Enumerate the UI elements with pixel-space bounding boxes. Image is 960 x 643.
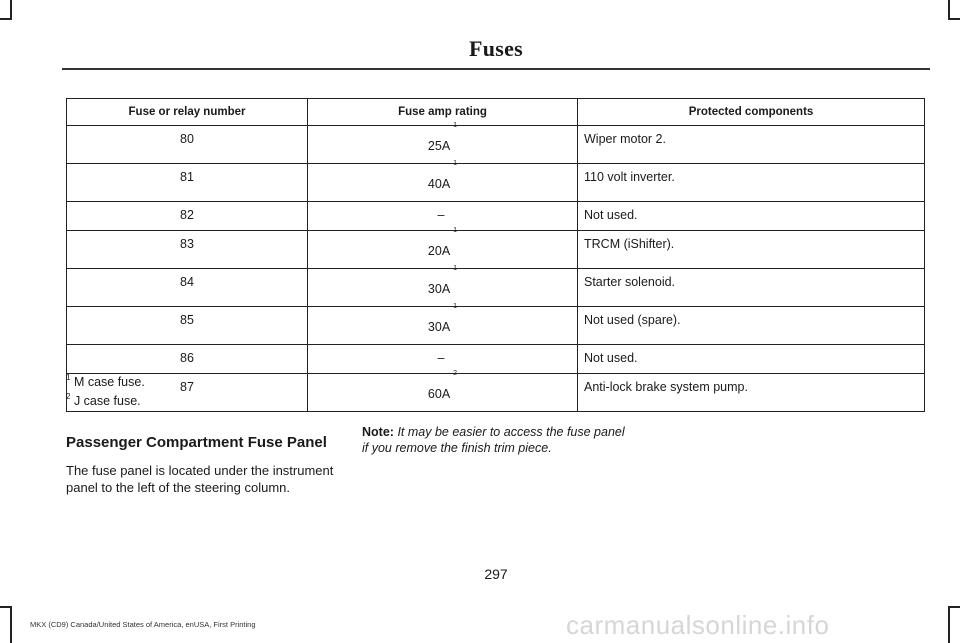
page-title: Fuses — [468, 36, 524, 61]
amp-rating-cell — [308, 160, 578, 202]
column-header-fuse-number: Fuse or relay number — [67, 99, 308, 126]
amp-rating: 30A — [427, 320, 451, 334]
protected-component: Wiper motor 2. — [578, 126, 925, 164]
table-row — [67, 374, 925, 412]
table-row — [67, 202, 925, 231]
amp-rating-cell — [308, 303, 578, 345]
amp-rating: 30A — [427, 282, 451, 296]
footnote-mark: 2 — [66, 392, 71, 401]
footnote-ref: 1 — [453, 160, 458, 167]
footnote-ref: 2 — [453, 370, 458, 377]
table-header-row — [67, 99, 925, 126]
amp-rating-cell — [308, 370, 578, 412]
title-divider — [62, 68, 930, 70]
crop-mark — [948, 18, 960, 20]
table-row — [67, 126, 925, 164]
crop-mark — [0, 606, 12, 608]
amp-rating: 20A — [427, 244, 451, 258]
fuse-number: 80 — [67, 126, 308, 164]
footnote-ref: 1 — [453, 303, 458, 310]
table-row — [67, 307, 925, 345]
amp-rating-cell — [308, 265, 578, 307]
footnote-text: J case fuse. — [73, 394, 141, 408]
amp-rating: 60A — [427, 387, 451, 401]
amp-rating-cell — [308, 227, 578, 269]
amp-rating: 25A — [427, 139, 451, 153]
note-text: It may be easier to access the fuse panel if you remove the finish trim piece. — [362, 425, 625, 455]
protected-component: Starter solenoid. — [578, 269, 925, 307]
page-number: 297 — [484, 566, 508, 582]
protected-component: Not used. — [578, 202, 925, 231]
column-header-amp-rating: Fuse amp rating — [308, 99, 578, 126]
protected-component: Not used (spare). — [578, 307, 925, 345]
fuse-number: 84 — [67, 269, 308, 307]
fuse-number: 82 — [67, 202, 308, 231]
table-row — [67, 164, 925, 202]
footnote — [66, 394, 141, 408]
table-row — [67, 231, 925, 269]
table-row — [67, 345, 925, 374]
watermark: carmanualsonline.info — [566, 610, 830, 640]
section-body-text: The fuse panel is located under the instrument panel to the left of the steering column. — [66, 463, 334, 495]
amp-rating: 40A — [427, 177, 451, 191]
footnote-ref: 1 — [453, 122, 458, 129]
crop-mark — [10, 606, 12, 643]
crop-mark — [10, 0, 12, 18]
footnote — [66, 375, 145, 389]
amp-rating-cell — [308, 122, 578, 164]
crop-mark — [948, 0, 950, 18]
section-heading: Passenger Compartment Fuse Panel — [66, 434, 327, 451]
footnote-text: M case fuse. — [73, 375, 145, 389]
amp-rating: – — [437, 208, 445, 222]
amp-rating-cell — [308, 345, 578, 374]
fuse-table — [66, 98, 925, 412]
amp-rating: – — [437, 351, 445, 365]
protected-component: 110 volt inverter. — [578, 164, 925, 202]
footnote-mark: 1 — [66, 373, 71, 382]
fuse-number: 85 — [67, 307, 308, 345]
crop-mark — [948, 606, 950, 643]
fuse-number: 81 — [67, 164, 308, 202]
footnote-ref: 1 — [453, 265, 458, 272]
footer-text: MKX (CD9) Canada/United States of America, enUSA, First Printing — [30, 620, 256, 629]
note — [362, 424, 632, 456]
fuse-number: 86 — [67, 345, 308, 374]
footnote-ref: 1 — [453, 227, 458, 234]
fuse-number: 87 — [67, 374, 308, 412]
protected-component: TRCM (iShifter). — [578, 231, 925, 269]
crop-mark — [0, 18, 12, 20]
protected-component: Anti-lock brake system pump. — [578, 374, 925, 412]
crop-mark — [948, 606, 960, 608]
protected-component: Not used. — [578, 345, 925, 374]
fuse-number: 83 — [67, 231, 308, 269]
amp-rating-cell — [308, 202, 578, 231]
column-header-protected-components: Protected components — [578, 99, 925, 126]
note-label: Note: — [362, 425, 394, 439]
table-row — [67, 269, 925, 307]
